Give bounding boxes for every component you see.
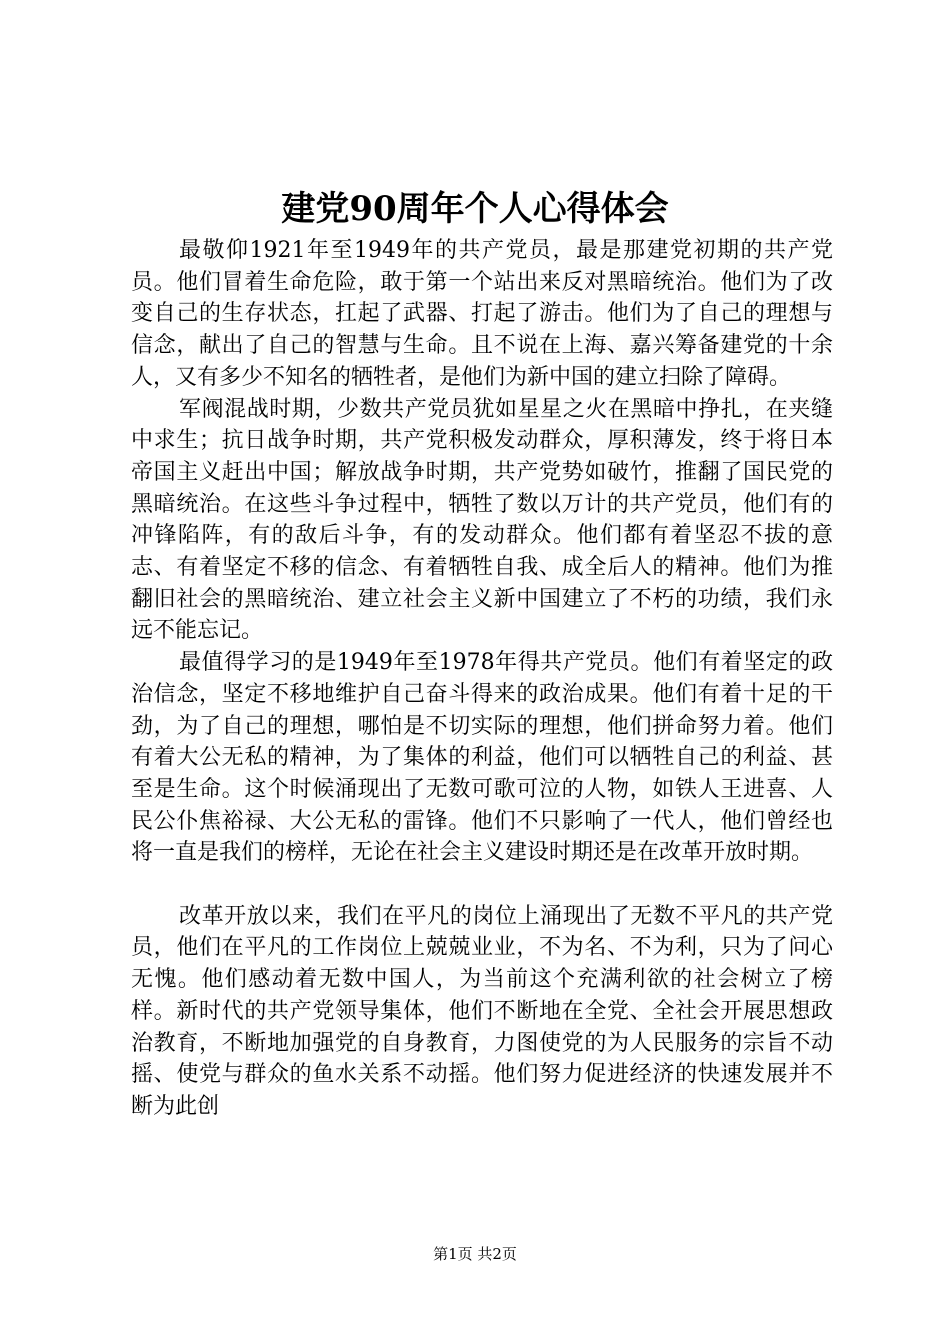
paragraph-gap [131, 869, 833, 901]
paragraph-1: 最敬仰1921年至1949年的共产党员，最是那建党初期的共产党员。他们冒着生命危险，敢于第一个站出来反对黑暗统治。他们为了改变自己的生存状态，扛起了武器、打起了游击。他们为了自己的理想与信念，献出了自己的智慧与生命。且不说在上海、嘉兴筹备建党的十余人，又有多少不知名的牺牲者，是他们为新中国的建立扫除了障碍。 [131, 238, 833, 390]
document-title: 建党90周年个人心得体会 [281, 189, 669, 229]
document-body [131, 235, 833, 1123]
paragraph-4: 改革开放以来，我们在平凡的岗位上涌现出了无数不平凡的共产党员，他们在平凡的工作岗位上兢兢业业，不为名、不为利，只为了问心无愧。他们感动着无数中国人，为当前这个充满利欲的社会树立了榜样。新时代的共产党领导集体，他们不断地在全党、全社会开展思想政治教育，不断地加强党的自身教育，力图使党的为人民服务的宗旨不动摇、使党与群众的鱼水关系不动摇。他们努力促进经济的快速发展并不断为此创 [131, 903, 833, 1119]
paragraph-3: 最值得学习的是1949年至1978年得共产党员。他们有着坚定的政治信念，坚定不移地维护自己奋斗得来的政治成果。他们有着十足的干劲，为了自己的理想，哪怕是不切实际的理想，他们拼命努力着。他们有着大公无私的精神，为了集体的利益，他们可以牺牲自己的利益、甚至是生命。这个时候涌现出了无数可歌可泣的人物，如铁人王进喜、人民公仆焦裕禄、大公无私的雷锋。他们不只影响了一代人，他们曾经也将一直是我们的榜样，无论在社会主义建设时期还是在改革开放时期。 [131, 650, 833, 866]
paragraph-2: 军阀混战时期，少数共产党员犹如星星之火在黑暗中挣扎，在夹缝中求生；抗日战争时期，共产党积极发动群众，厚积薄发，终于将日本帝国主义赶出中国；解放战争时期，共产党势如破竹，推翻了国民党的黑暗统治。在这些斗争过程中，牺牲了数以万计的共产党员，他们有的冲锋陷阵，有的敌后斗争，有的发动群众。他们都有着坚忍不拔的意志、有着坚定不移的信念、有着牺牲自我、成全后人的精神。他们为推翻旧社会的黑暗统治、建立社会主义新中国建立了不朽的功绩，我们永远不能忘记。 [131, 396, 833, 644]
page-number-footer: 第1页 共2页 [433, 1245, 517, 1263]
